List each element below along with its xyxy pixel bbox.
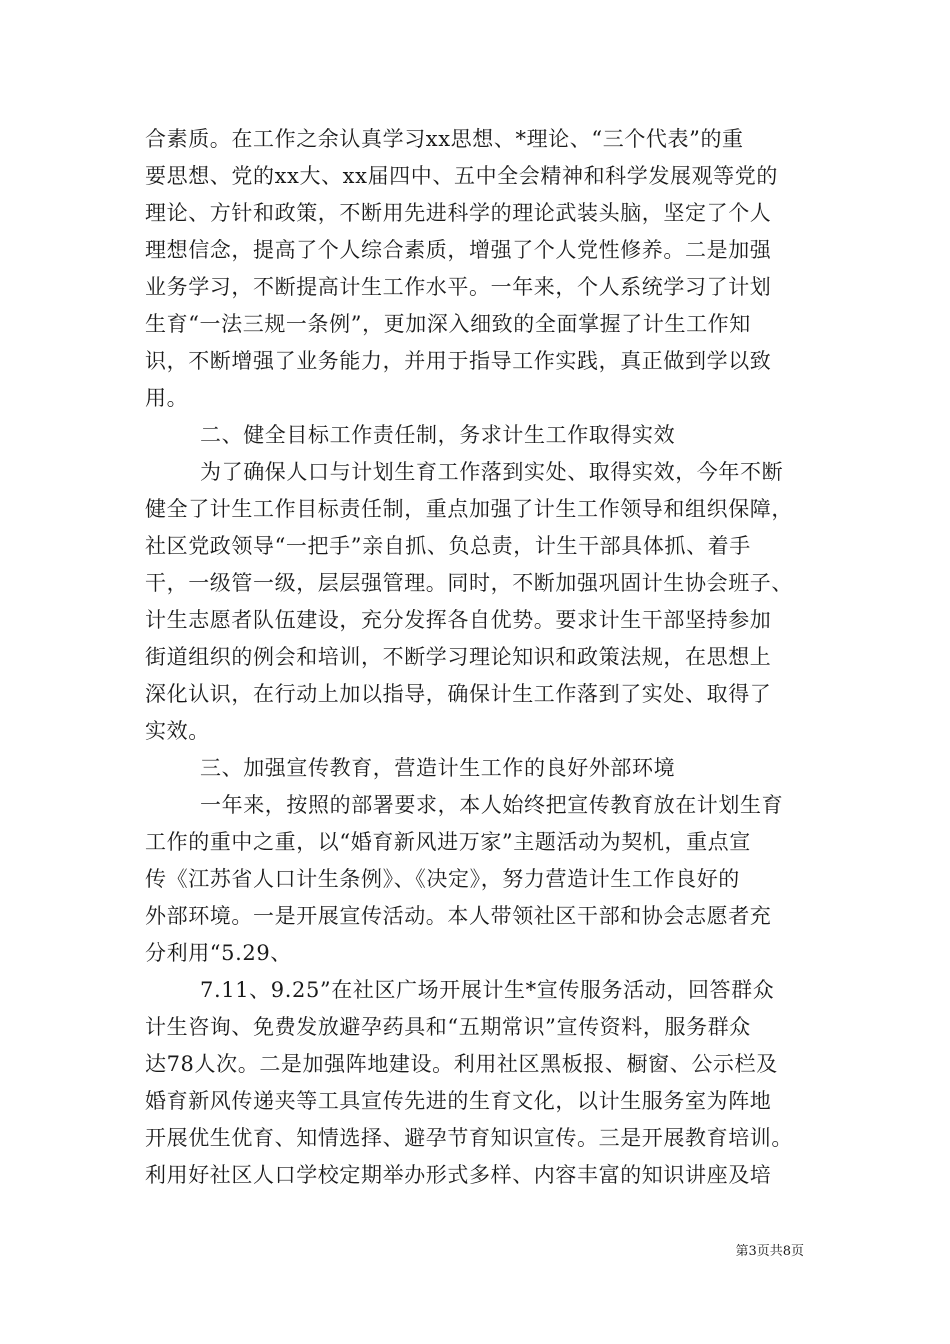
text-line: 传《江苏省人口计生条例》、《决定》，努力营造计生工作良好的 — [145, 867, 740, 891]
text-line: 工作的重中之重，以“婚育新风进万家”主题活动为契机，重点宣 — [145, 830, 751, 854]
text-line: 合素质。在工作之余认真学习xx思想、*理论、“三个代表”的重 — [145, 127, 744, 151]
text-line: 社区党政领导“一把手”亲自抓、负总责，计生干部具体抓、着手 — [145, 534, 751, 558]
text-line: 街道组织的例会和培训，不断学习理论知识和政策法规，在思想上 — [145, 645, 772, 669]
text-line: 用。 — [145, 386, 189, 410]
text-line: 达78人次。二是加强阵地建设。利用社区黑板报、橱窗、公示栏及 — [145, 1052, 778, 1076]
text-line: 计生咨询、免费发放避孕药具和“五期常识”宣传资料，服务群众 — [145, 1015, 751, 1039]
text-line: 计生志愿者队伍建设，充分发挥各自优势。要求计生干部坚持参加 — [145, 608, 772, 632]
text-line: 干，一级管一级，层层强管理。同时，不断加强巩固计生协会班子、 — [145, 571, 793, 595]
text-line: 为了确保人口与计划生育工作落到实处、取得实效，今年不断 — [200, 460, 784, 484]
page-number-footer: 第3页共8页 — [735, 1244, 804, 1259]
text-line: 识，不断增强了业务能力，并用于指导工作实践，真正做到学以致 — [145, 349, 772, 373]
text-line: 利用好社区人口学校定期举办形式多样、内容丰富的知识讲座及培 — [145, 1163, 772, 1187]
text-line: 健全了计生工作目标责任制，重点加强了计生工作领导和组织保障， — [145, 497, 793, 521]
section-heading: 三、加强宣传教育，营造计生工作的良好外部环境 — [200, 756, 676, 780]
text-line: 理想信念，提高了个人综合素质，增强了个人党性修养。二是加强 — [145, 238, 772, 262]
text-line: 业务学习，不断提高计生工作水平。一年来，个人系统学习了计划 — [145, 275, 772, 299]
text-line: 一年来，按照的部署要求，本人始终把宣传教育放在计划生育 — [200, 793, 784, 817]
text-line: 分利用“5.29、 — [145, 941, 292, 965]
text-line: 生育“一法三规一条例”，更加深入细致的全面掌握了计生工作知 — [145, 312, 751, 336]
text-line: 理论、方针和政策，不断用先进科学的理论武装头脑，坚定了个人 — [145, 201, 772, 225]
text-line: 要思想、党的xx大、xx届四中、五中全会精神和科学发展观等党的 — [145, 164, 778, 188]
text-line: 开展优生优育、知情选择、避孕节育知识宣传。三是开展教育培训。 — [145, 1126, 793, 1150]
text-line: 7.11、9.25”在社区广场开展计生*宣传服务活动，回答群众 — [200, 978, 775, 1002]
text-line: 实效。 — [145, 719, 210, 743]
text-line: 外部环境。一是开展宣传活动。本人带领社区干部和协会志愿者充 — [145, 904, 772, 928]
text-line: 婚育新风传递夹等工具宣传先进的生育文化，以计生服务室为阵地 — [145, 1089, 772, 1113]
section-heading: 二、健全目标工作责任制，务求计生工作取得实效 — [200, 423, 676, 447]
text-line: 深化认识，在行动上加以指导，确保计生工作落到了实处、取得了 — [145, 682, 772, 706]
